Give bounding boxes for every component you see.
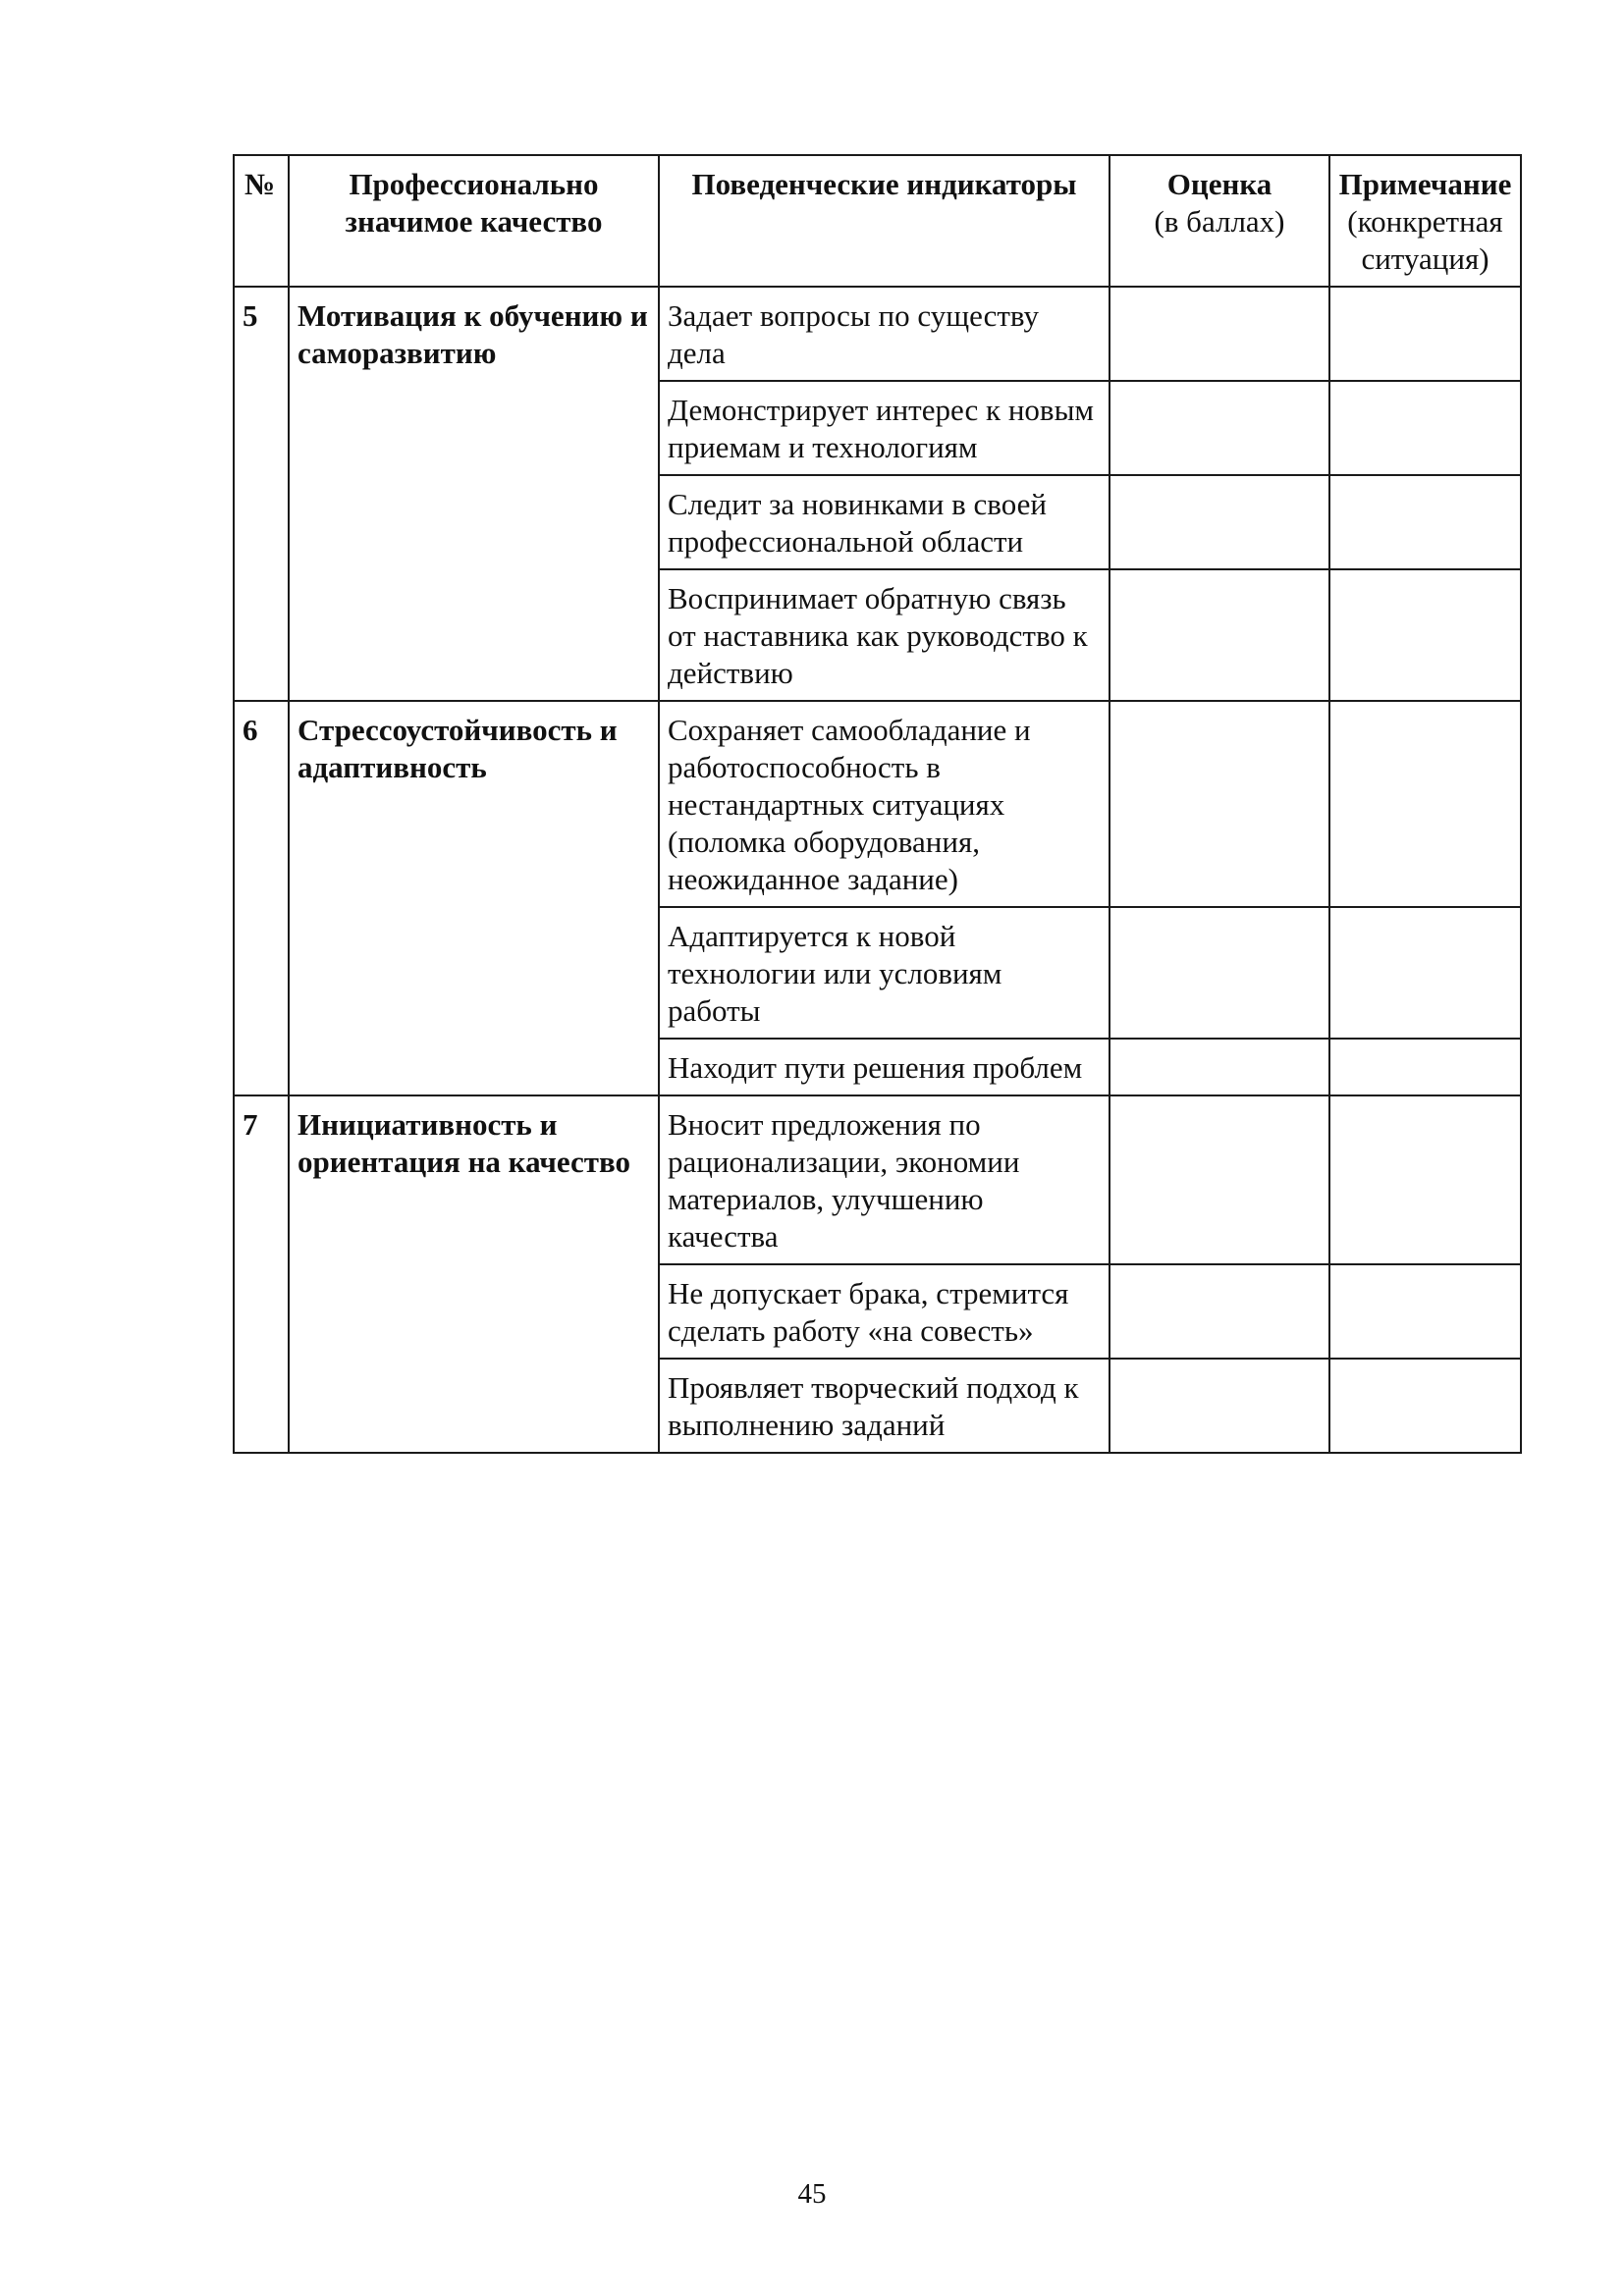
header-score — [1110, 155, 1329, 287]
score-cell[interactable] — [1110, 1095, 1329, 1264]
header-note-subtitle: (конкретная ситуация) — [1347, 204, 1503, 276]
quality-number: 7 — [234, 1095, 289, 1453]
behavior-indicator: Вносит предложения по рационализации, экономии материалов, улучшению качества — [659, 1095, 1110, 1264]
table-row — [234, 701, 1521, 907]
score-cell[interactable] — [1110, 1359, 1329, 1453]
score-cell[interactable] — [1110, 381, 1329, 475]
quality-name: Стрессоустойчивость и адаптивность — [289, 701, 659, 1095]
quality-number: 5 — [234, 287, 289, 701]
score-cell[interactable] — [1110, 1264, 1329, 1359]
score-cell[interactable] — [1110, 569, 1329, 701]
header-number: № — [234, 155, 289, 287]
table-row — [234, 287, 1521, 381]
score-cell[interactable] — [1110, 287, 1329, 381]
behavior-indicator: Задает вопросы по существу дела — [659, 287, 1110, 381]
note-cell[interactable] — [1329, 1264, 1521, 1359]
header-note-title: Примечание — [1338, 167, 1512, 201]
page-number: 45 — [797, 2178, 827, 2210]
table-header-row — [234, 155, 1521, 287]
note-cell[interactable] — [1329, 701, 1521, 907]
score-cell[interactable] — [1110, 1039, 1329, 1095]
header-score-title: Оценка — [1166, 167, 1272, 201]
quality-number: 6 — [234, 701, 289, 1095]
note-cell[interactable] — [1329, 1359, 1521, 1453]
note-cell[interactable] — [1329, 569, 1521, 701]
header-score-subtitle: (в баллах) — [1154, 204, 1285, 239]
header-quality: Профессионально значимое качество — [289, 155, 659, 287]
score-cell[interactable] — [1110, 475, 1329, 569]
behavior-indicator: Проявляет творческий подход к выполнению заданий — [659, 1359, 1110, 1453]
quality-name: Мотивация к обучению и саморазвитию — [289, 287, 659, 701]
behavior-indicator: Следит за новинками в своей профессиональной области — [659, 475, 1110, 569]
score-cell[interactable] — [1110, 907, 1329, 1039]
behavior-indicator: Адаптируется к новой технологии или условиям работы — [659, 907, 1110, 1039]
note-cell[interactable] — [1329, 1095, 1521, 1264]
table-row — [234, 1095, 1521, 1264]
note-cell[interactable] — [1329, 907, 1521, 1039]
note-cell[interactable] — [1329, 475, 1521, 569]
behavior-indicator: Не допускает брака, стремится сделать работу «на совесть» — [659, 1264, 1110, 1359]
behavior-indicator: Находит пути решения проблем — [659, 1039, 1110, 1095]
behavior-indicator: Воспринимает обратную связь от наставника как руководство к действию — [659, 569, 1110, 701]
behavior-indicator: Сохраняет самообладание и работоспособность в нестандартных ситуациях (поломка оборудования, неожиданное задание) — [659, 701, 1110, 907]
header-note — [1329, 155, 1521, 287]
note-cell[interactable] — [1329, 381, 1521, 475]
score-cell[interactable] — [1110, 701, 1329, 907]
header-indicators: Поведенческие индикаторы — [659, 155, 1110, 287]
assessment-table — [233, 154, 1522, 1454]
table-body — [234, 287, 1521, 1453]
note-cell[interactable] — [1329, 287, 1521, 381]
quality-name: Инициативность и ориентация на качество — [289, 1095, 659, 1453]
note-cell[interactable] — [1329, 1039, 1521, 1095]
behavior-indicator: Демонстрирует интерес к новым приемам и технологиям — [659, 381, 1110, 475]
